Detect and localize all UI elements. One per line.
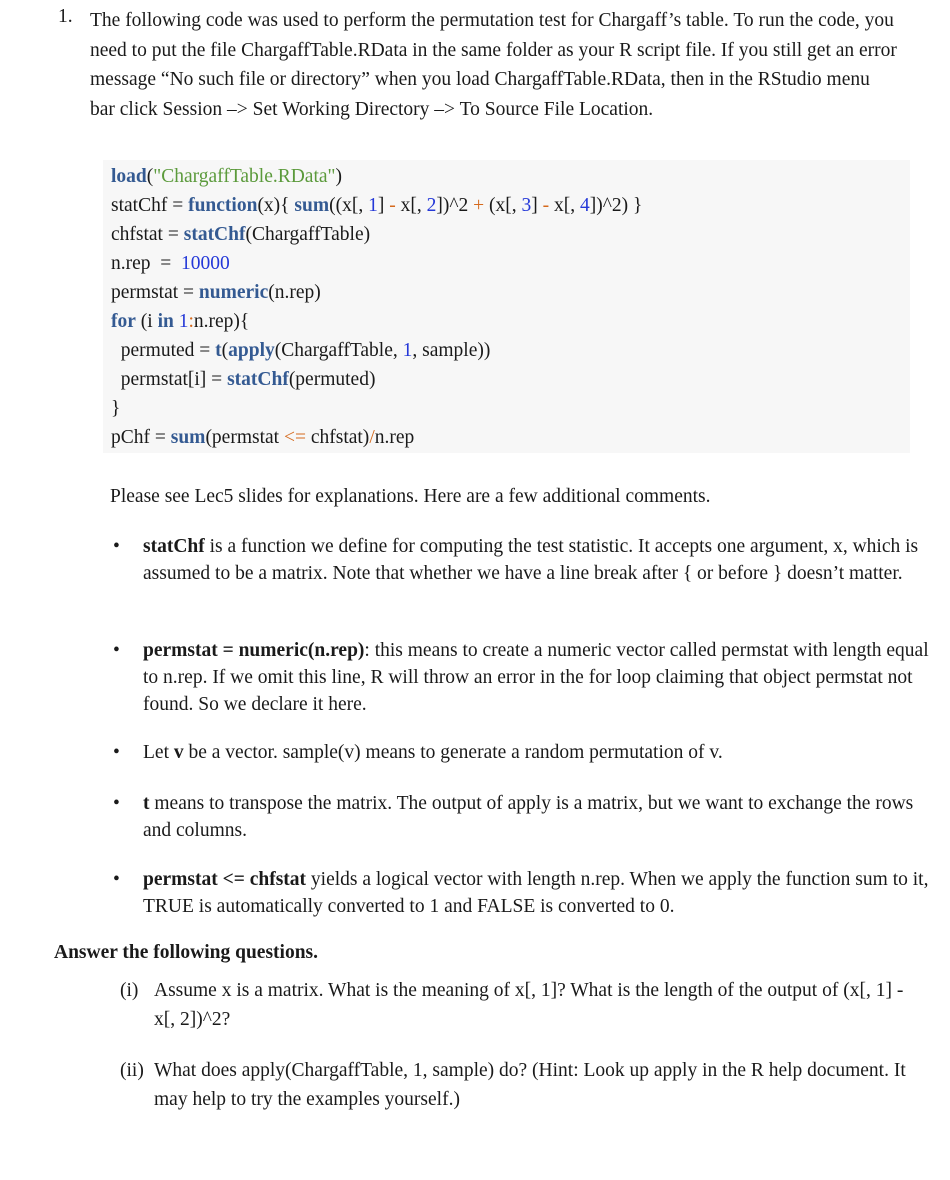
code-token-plain: ) xyxy=(335,166,342,187)
code-token-op: - xyxy=(542,195,550,216)
code-line xyxy=(111,365,910,394)
code-token-kw: sum xyxy=(170,427,206,448)
code-token-plain: (ChargaffTable, xyxy=(274,340,403,361)
bullet-icon: • xyxy=(113,869,120,890)
code-token-op: / xyxy=(369,427,375,448)
code-token-op: + xyxy=(473,195,485,216)
comment-item xyxy=(110,637,933,718)
code-token-plain: permstat[i] = xyxy=(111,369,228,390)
code-token-kw: numeric xyxy=(198,282,269,303)
code-token-kw: for xyxy=(111,311,136,332)
code-token-plain: chfstat) xyxy=(305,427,370,448)
code-token-kw: t xyxy=(215,340,222,361)
answer-heading: Answer the following questions. xyxy=(54,942,319,963)
code-token-plain: (permuted) xyxy=(288,369,376,390)
code-line xyxy=(111,394,910,423)
code-token-op: <= xyxy=(283,427,306,448)
code-token-plain: ( xyxy=(221,340,229,361)
code-token-kw: in xyxy=(157,311,174,332)
code-token-plain: ((x[, xyxy=(329,195,369,216)
subquestion-ii xyxy=(120,1056,910,1114)
code-token-num: 4 xyxy=(579,195,590,216)
question-text: The following code was used to perform the permutation test for Chargaff’s table. To run the code, you need to put the file ChargaffTable.RData in the same folder as your R script file. If you still get an error message “No such file or directory” when you load ChargaffTable.RData, then in the RStudio menu bar click Session –> Set Working Directory –> To Source File Location. xyxy=(90,10,897,120)
code-token-plain: (i xyxy=(135,311,158,332)
bullet-icon: • xyxy=(113,793,120,814)
subquestion-label: (i) xyxy=(120,980,139,1001)
code-token-num: 10000 xyxy=(181,253,230,274)
code-token-num: 1 xyxy=(402,340,413,361)
code-line xyxy=(111,278,910,307)
code-token-plain: n.rep){ xyxy=(193,311,250,332)
bullet-icon: • xyxy=(113,640,120,661)
code-token-kw: apply xyxy=(228,340,275,361)
code-token-plain: x[, xyxy=(549,195,580,216)
code-line xyxy=(111,191,910,220)
code-token-plain: ])^2) } xyxy=(589,195,643,216)
comment-item xyxy=(110,533,933,587)
code-token-num: 2 xyxy=(426,195,437,216)
code-token-plain: ])^2 xyxy=(436,195,474,216)
subquestion-text: Assume x is a matrix. What is the meaning of x[, 1]? What is the length of the output of (x[, 1] - x[, 2])^2? xyxy=(154,980,904,1030)
code-token-plain: (permstat xyxy=(205,427,284,448)
code-token-kw: function xyxy=(188,195,258,216)
code-token-num: 1 xyxy=(178,311,189,332)
bold-term: permstat <= chfstat xyxy=(143,869,307,890)
subquestion-i xyxy=(120,976,910,1034)
code-token-kw: statChf xyxy=(183,224,246,245)
bold-term: statChf xyxy=(143,536,205,557)
comment-text: : this means to create a numeric vector called permstat with length equal to n.rep. If we omit this line, R will throw an error in the for loop claiming that object permstat not found. So we declare it here. xyxy=(143,640,929,715)
code-line xyxy=(111,220,910,249)
comment-item xyxy=(110,739,933,766)
code-token-plain: (x){ xyxy=(257,195,295,216)
code-line xyxy=(111,423,910,452)
comment-text: be a vector. sample(v) means to generate a random permutation of v. xyxy=(183,742,723,763)
code-token-kw: statChf xyxy=(227,369,289,390)
bullet-icon: • xyxy=(113,536,120,557)
code-token-plain: permuted = xyxy=(111,340,216,361)
bold-term: t xyxy=(143,793,150,814)
code-token-plain: (x[, xyxy=(484,195,522,216)
code-line xyxy=(111,336,910,365)
code-token-plain: ] xyxy=(531,195,543,216)
code-token-kw: sum xyxy=(294,195,330,216)
subquestion-text: What does apply(ChargaffTable, 1, sample) do? (Hint: Look up apply in the R help document. It may help to try the examples yourself.) xyxy=(154,1060,906,1110)
code-token-plain: } xyxy=(111,398,121,419)
comment-text: yields a logical vector with length n.rep. When we apply the function sum to it, TRUE is automatically converted to 1 and FALSE is converted to 0. xyxy=(143,869,929,917)
code-token-plain: pChf = xyxy=(111,427,171,448)
intro-text: Please see Lec5 slides for explanations. Here are a few additional comments. xyxy=(110,486,711,507)
code-token-op: : xyxy=(188,311,194,332)
code-token-plain: , sample)) xyxy=(412,340,491,361)
code-line xyxy=(111,249,910,278)
comment-text: Let xyxy=(143,742,174,763)
code-token-plain: permstat = xyxy=(111,282,199,303)
subquestion-label: (ii) xyxy=(120,1060,144,1081)
comment-text: means to transpose the matrix. The output of apply is a matrix, but we want to exchange the rows and columns. xyxy=(143,793,914,841)
code-token-num: 3 xyxy=(521,195,532,216)
question-number: 1. xyxy=(58,6,73,27)
code-line xyxy=(111,307,910,336)
code-token-plain: (n.rep) xyxy=(268,282,321,303)
bold-term: permstat = numeric(n.rep) xyxy=(143,640,365,661)
code-token-plain: n.rep = xyxy=(111,253,182,274)
bullet-icon: • xyxy=(113,742,120,763)
code-block xyxy=(103,160,910,453)
code-token-plain: n.rep xyxy=(374,427,415,448)
code-token-plain: statChf = xyxy=(111,195,189,216)
question-1 xyxy=(58,6,898,124)
code-token-plain: (ChargaffTable) xyxy=(245,224,371,245)
code-token-kw: load xyxy=(111,166,147,187)
comment-text: is a function we define for computing the test statistic. It accepts one argument, x, which is assumed to be a matrix. Note that whether we have a line break after { or before } doesn’t matter. xyxy=(143,536,919,584)
comment-item xyxy=(110,866,933,920)
code-token-str: "ChargaffTable.RData" xyxy=(153,166,336,187)
code-token-plain: x[, xyxy=(395,195,427,216)
code-line xyxy=(111,162,910,191)
bold-term: v xyxy=(173,742,184,763)
code-token-plain: ] xyxy=(377,195,390,216)
code-token-op: - xyxy=(389,195,396,216)
code-token-plain: ( xyxy=(146,166,154,187)
comment-item xyxy=(110,790,933,844)
code-token-plain: chfstat = xyxy=(111,224,184,245)
code-token-num: 1 xyxy=(368,195,378,216)
